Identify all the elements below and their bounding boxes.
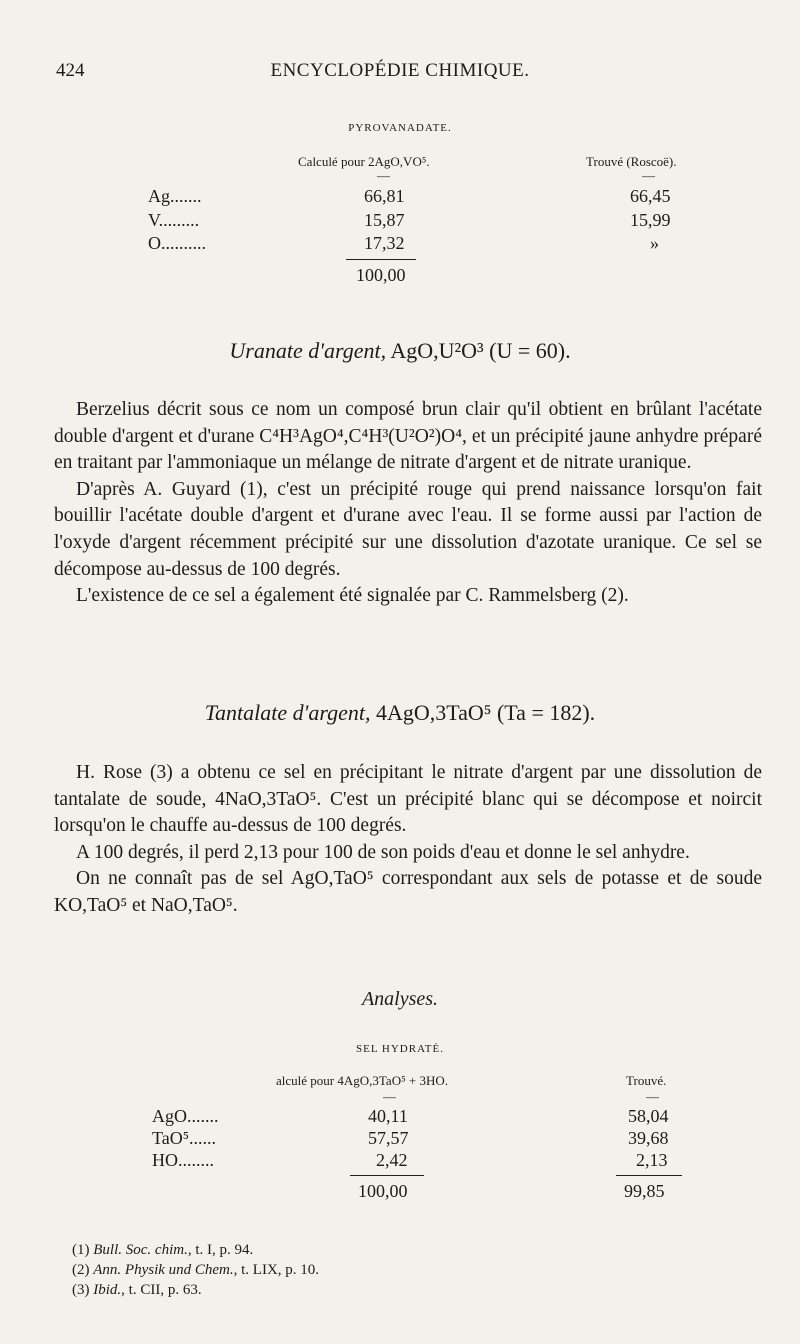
sum-rule	[350, 1175, 424, 1176]
section-title-formula: AgO,U²O³ (U = 60).	[390, 338, 571, 363]
table-row	[0, 210, 800, 232]
pyrovanadate-found-dash: —	[642, 168, 655, 183]
analyses-title-text: Analyses.	[361, 988, 439, 1010]
uranate-body	[54, 397, 762, 610]
calc-value: 15,87	[364, 210, 405, 230]
footnote-number: (1)	[72, 1242, 90, 1258]
paragraph: Berzelius décrit sous ce nom un composé brun clair qu'il obtient en brûlant l'acétate double d'argent et d'urane C⁴H³AgO⁴,C⁴H³(U²O²)O⁴, et un précipité jaune anhydre préparé en traitant par l'ammoniaque un mélange de nitrate d'argent et de nitrate uranique.	[54, 399, 762, 474]
footnote-source: Ann. Physik und Chem.	[93, 1262, 234, 1278]
footnote	[72, 1240, 319, 1260]
table-row	[0, 1106, 800, 1128]
table-row	[0, 1150, 800, 1172]
footnote-ref: , t. I, p. 94.	[187, 1242, 254, 1258]
section-title-tantalate	[0, 700, 800, 726]
sum-rule	[346, 259, 416, 260]
total-calc-value: 100,00	[358, 1181, 408, 1201]
found-value: 15,99	[630, 210, 671, 230]
footnote-source: Bull. Soc. chim.	[93, 1242, 188, 1258]
found-value: 58,04	[628, 1106, 669, 1126]
paragraph: On ne connaît pas de sel AgO,TaO⁵ correspondant aux sels de potasse et de soude KO,TaO⁵ et NaO,TaO⁵.	[54, 868, 762, 916]
table-total-row	[0, 265, 800, 287]
analyses-calc-dash: —	[383, 1089, 396, 1104]
calc-value: 2,42	[376, 1150, 408, 1170]
footnote-number: (2)	[72, 1262, 90, 1278]
table-row	[0, 1128, 800, 1150]
found-value: 66,45	[630, 186, 671, 206]
pyrovanadate-calc-dash: —	[377, 168, 390, 183]
found-value: 39,68	[628, 1128, 669, 1148]
element-label: O..........	[148, 233, 206, 253]
calc-value: 57,57	[368, 1128, 409, 1148]
footnote-number: (3)	[72, 1282, 90, 1298]
footnote	[72, 1260, 319, 1280]
analyses-label: SEL HYDRATÉ.	[356, 1043, 444, 1055]
section-title-italic: Uranate d'argent,	[229, 338, 387, 363]
footnote-ref: , t. CII, p. 63.	[121, 1282, 202, 1298]
analyses-title	[0, 988, 800, 1011]
element-label: V.........	[148, 210, 200, 230]
found-value: 2,13	[636, 1150, 668, 1170]
section-title-uranate	[0, 338, 800, 364]
paragraph: L'existence de ce sel a également été signalée par C. Rammelsberg (2).	[76, 585, 629, 607]
found-value: »	[650, 233, 659, 253]
calc-value: 40,11	[368, 1106, 408, 1126]
paragraph: H. Rose (3) a obtenu ce sel en précipitant le nitrate d'argent par une dissolution de tantalate de soude, 4NaO,3TaO⁵. C'est un précipité blanc qui se décompose et noircit lorsqu'on le chauffe au-dessus de 100 degrés.	[54, 762, 762, 837]
paragraph: A 100 degrés, il perd 2,13 pour 100 de son poids d'eau et donne le sel anhydre.	[76, 841, 690, 863]
element-label: TaO⁵......	[152, 1128, 217, 1148]
analyses-found-dash: —	[646, 1089, 659, 1104]
element-label: AgO.......	[152, 1106, 219, 1126]
pyrovanadate-label: PYROVANADATE.	[348, 122, 452, 134]
page-number: 424	[56, 60, 85, 81]
footnote	[72, 1280, 319, 1300]
element-label: Ag.......	[148, 186, 202, 206]
table-row	[0, 233, 800, 255]
calc-value: 17,32	[364, 233, 405, 253]
tantalate-body	[54, 760, 762, 920]
calc-value: 66,81	[364, 186, 405, 206]
table-total-row	[0, 1181, 800, 1203]
pyrovanadate-calc-header: Calculé pour 2AgO,VO⁵.	[298, 154, 430, 169]
footnote-ref: , t. LIX, p. 10.	[233, 1262, 320, 1278]
table-row	[0, 186, 800, 208]
paragraph: D'après A. Guyard (1), c'est un précipité rouge qui prend naissance lorsqu'on fait bouillir l'acétate double d'argent et d'urane avec l'eau. Il se forme aussi par l'action de l'oxyde d'argent récemment précipité sur une dissolution d'azotate uranique. Ce sel se décompose au-dessus de 100 degrés.	[54, 478, 762, 580]
running-head	[56, 60, 744, 90]
total-found-value: 99,85	[624, 1181, 665, 1201]
running-title: ENCYCLOPÉDIE CHIMIQUE.	[270, 60, 530, 81]
analyses-calc-header: alculé pour 4AgO,3TaO⁵ + 3HO.	[276, 1073, 448, 1088]
footnotes	[72, 1240, 319, 1300]
pyrovanadate-found-header: Trouvé (Roscoë).	[586, 154, 677, 169]
total-value: 100,00	[356, 265, 406, 285]
sum-rule	[616, 1175, 682, 1176]
footnote-source: Ibid.	[93, 1282, 122, 1298]
analyses-found-header: Trouvé.	[626, 1073, 667, 1088]
element-label: HO........	[152, 1150, 214, 1170]
section-title-formula: 4AgO,3TaO⁵ (Ta = 182).	[375, 700, 596, 725]
section-title-italic: Tantalate d'argent,	[204, 700, 371, 725]
